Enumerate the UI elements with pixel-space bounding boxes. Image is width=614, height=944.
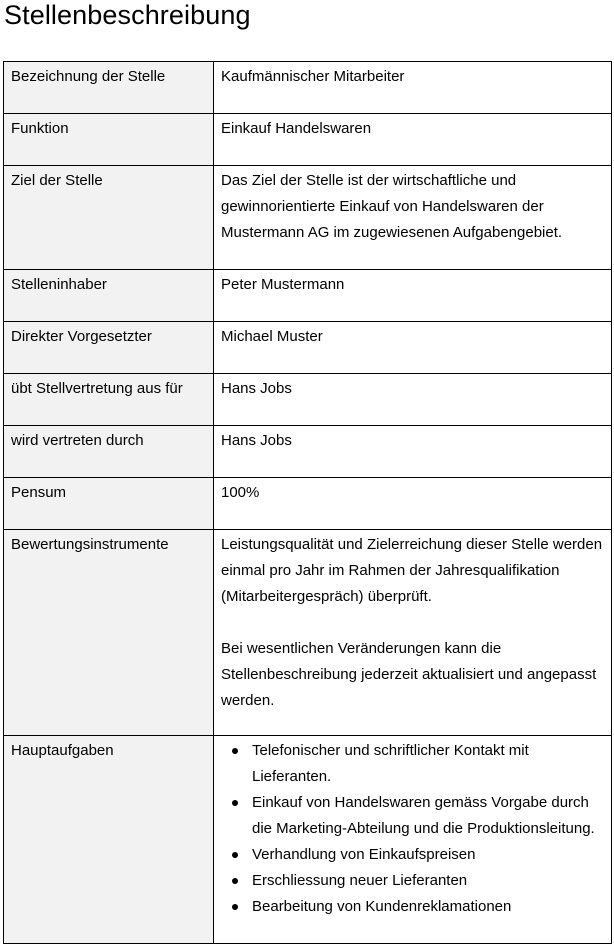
row-label: Ziel der Stelle: [4, 166, 214, 270]
row-value: Peter Mustermann: [214, 270, 612, 322]
row-value: Hans Jobs: [214, 374, 612, 426]
list-item: Verhandlung von Einkaufspreisen: [252, 842, 604, 868]
table-row: [4, 374, 612, 426]
table-row: [4, 62, 612, 114]
task-list: [221, 738, 604, 920]
row-value: Kaufmännischer Mitarbeiter: [214, 62, 612, 114]
table-row: [4, 166, 612, 270]
row-label: Bezeichnung der Stelle: [4, 62, 214, 114]
row-value: Hans Jobs: [214, 426, 612, 478]
table-row: [4, 530, 612, 736]
row-label: Pensum: [4, 478, 214, 530]
row-value: Das Ziel der Stelle ist der wirtschaftliche und gewinnorientierte Einkauf von Handelswaren der Mustermann AG im zugewiesenen Aufgabengebiet.: [214, 166, 612, 270]
list-item: Bearbeitung von Kundenreklamationen: [252, 894, 604, 920]
evaluation-paragraph: Bei wesentlichen Veränderungen kann die Stellenbeschreibung jederzeit aktualisiert und angepasst werden.: [221, 640, 597, 709]
page-title: Stellenbeschreibung: [4, 0, 251, 30]
row-label: übt Stellvertretung aus für: [4, 374, 214, 426]
evaluation-text: [214, 530, 612, 736]
row-value: 100%: [214, 478, 612, 530]
row-label: Hauptaufgaben: [4, 736, 214, 944]
row-value: Michael Muster: [214, 322, 612, 374]
table-row: [4, 478, 612, 530]
row-label: Funktion: [4, 114, 214, 166]
list-item: Einkauf von Handelswaren gemäss Vorgabe durch die Marketing-Abteilung und die Produktionsleitung.: [252, 790, 604, 842]
table-row: [4, 736, 612, 944]
table-row: [4, 270, 612, 322]
row-label: Stelleninhaber: [4, 270, 214, 322]
job-description-table: [3, 61, 612, 944]
list-item: Erschliessung neuer Lieferanten: [252, 868, 604, 894]
list-item: Telefonischer und schriftlicher Kontakt mit Lieferanten.: [252, 738, 604, 790]
main-tasks: [214, 736, 612, 944]
table-row: [4, 322, 612, 374]
evaluation-paragraph: Leistungsqualität und Zielerreichung dieser Stelle werden einmal pro Jahr im Rahmen der Jahresqualifikation (Mitarbeitergespräch) überprüft.: [221, 536, 603, 605]
table-row: [4, 114, 612, 166]
row-label: wird vertreten durch: [4, 426, 214, 478]
row-value: Einkauf Handelswaren: [214, 114, 612, 166]
row-label: Direkter Vorgesetzter: [4, 322, 214, 374]
row-label: Bewertungsinstrumente: [4, 530, 214, 736]
table-row: [4, 426, 612, 478]
